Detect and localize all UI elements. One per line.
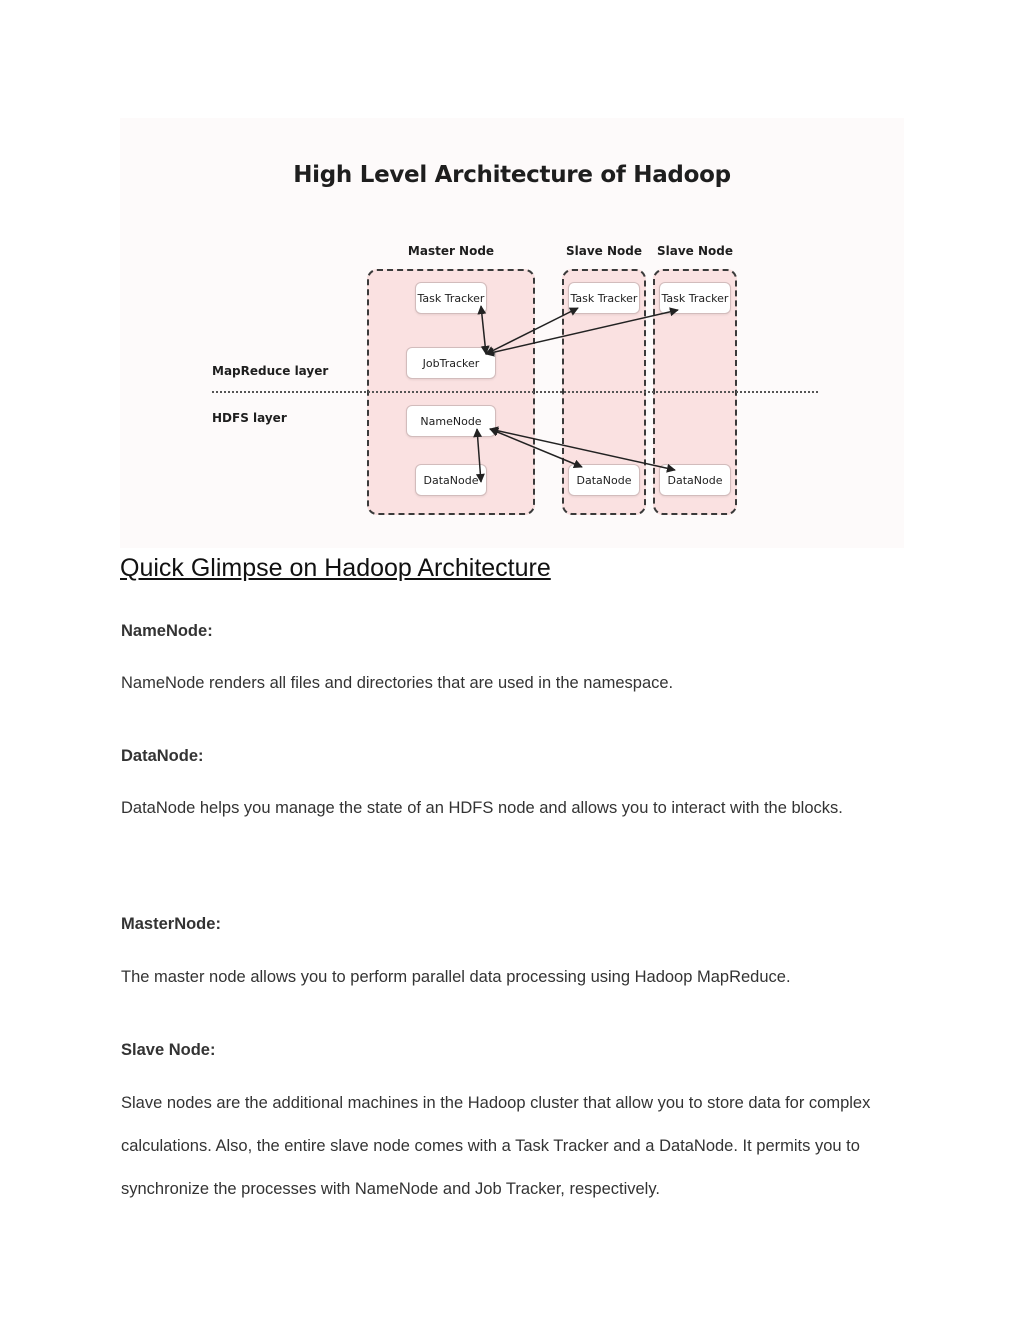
column-header-master-node: Master Node [407, 244, 495, 258]
arrow-namenode-slave1-datanode [490, 429, 582, 467]
master-data-node-box: DataNode [415, 464, 487, 496]
section-body-slave-node: Slave nodes are the additional machines in the Hadoop cluster that allow you to store data for complex calculations. Also, the entire slave node comes with a Task Tracker and a DataNode. It permits you to synchronize the processes with NameNode and Job Tracker, respectively. [121, 1094, 871, 1198]
column-header-slave-node-1: Slave Node [565, 244, 642, 258]
section-title-namenode: NameNode: [121, 622, 213, 640]
slave2-task-tracker-box: Task Tracker [659, 282, 731, 314]
arrow-jobtracker-slave2-tasktracker [486, 310, 678, 354]
architecture-diagram [120, 118, 904, 548]
section-body-masternode: The master node allows you to perform parallel data processing using Hadoop MapReduce. [121, 968, 791, 986]
arrow-jobtracker-master-tasktracker [481, 306, 486, 354]
connection-arrows [120, 118, 904, 548]
arrow-namenode-master-datanode [477, 429, 481, 482]
section-body-namenode: NameNode renders all files and directories that are used in the namespace. [121, 674, 674, 692]
section-title-datanode: DataNode: [121, 747, 204, 765]
arrow-namenode-slave2-datanode [490, 429, 675, 470]
layer-label-hdfs: HDFS layer [212, 411, 287, 425]
section-body-datanode: DataNode helps you manage the state of an HDFS node and allows you to interact with the blocks. [121, 799, 843, 817]
page-heading: Quick Glimpse on Hadoop Architecture [120, 554, 551, 582]
master-task-tracker-box: Task Tracker [415, 282, 487, 314]
slave1-task-tracker-box: Task Tracker [568, 282, 640, 314]
name-node-box: NameNode [406, 405, 496, 437]
column-header-slave-node-2: Slave Node [656, 244, 733, 258]
job-tracker-box: JobTracker [406, 347, 496, 379]
slave2-data-node-box: DataNode [659, 464, 731, 496]
diagram-title: High Level Architecture of Hadoop [293, 162, 731, 188]
section-title-slave-node: Slave Node: [121, 1041, 216, 1059]
slave1-data-node-box: DataNode [568, 464, 640, 496]
layer-label-mapreduce: MapReduce layer [212, 364, 329, 378]
section-title-masternode: MasterNode: [121, 915, 221, 933]
arrow-jobtracker-slave1-tasktracker [486, 308, 578, 354]
